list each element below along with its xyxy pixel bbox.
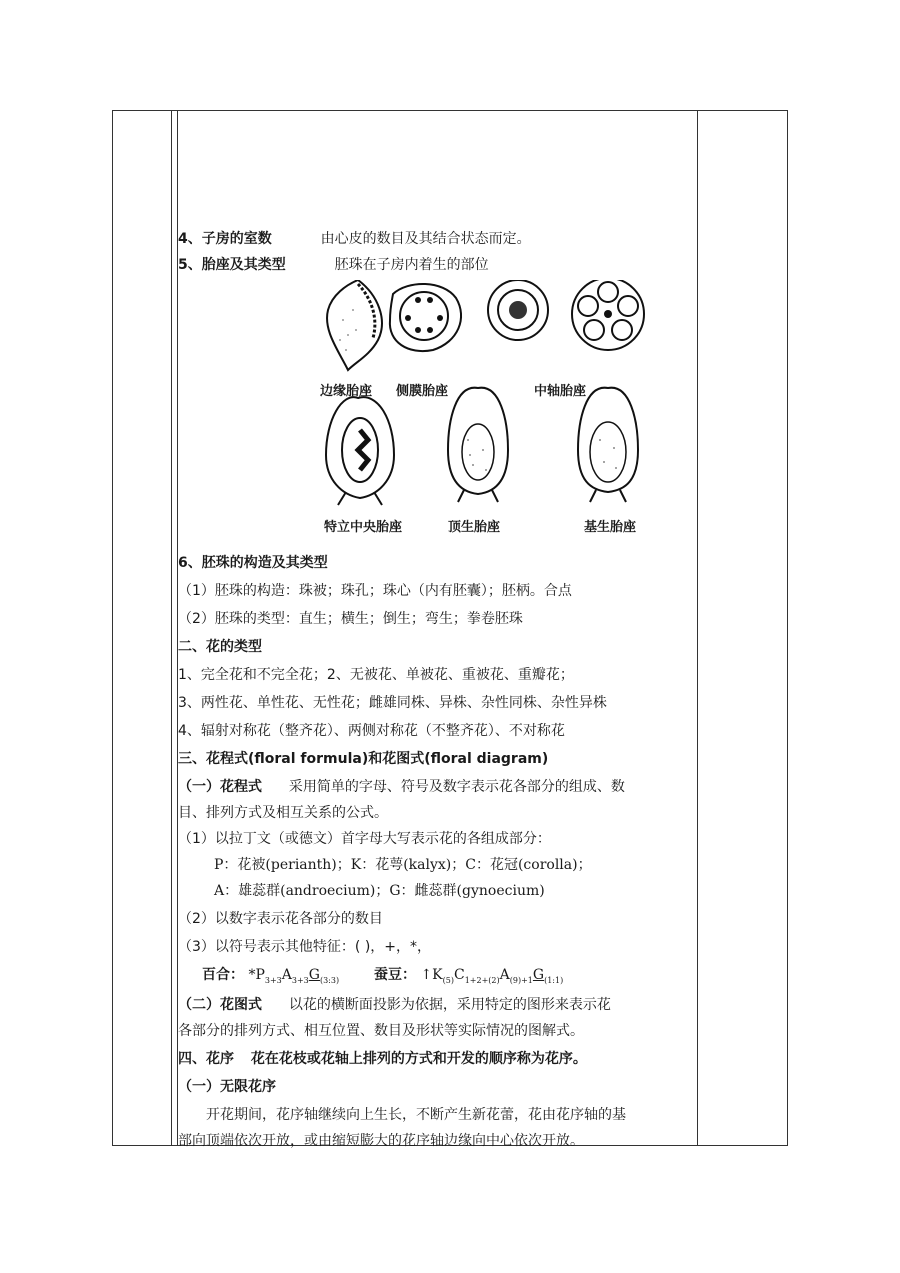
column-divider xyxy=(171,111,172,1145)
part-2-line-1: 1、完全花和不完全花；2、无被花、单被花、重被花、重瓣花； xyxy=(178,667,574,683)
part-4 xyxy=(178,1048,587,1068)
section-6-title: 6、胚珠的构造及其类型 xyxy=(178,555,328,571)
formula-examples xyxy=(202,964,563,985)
basal-placenta-drawing xyxy=(578,388,638,502)
parietal-placenta-drawing xyxy=(390,284,461,351)
apical-placenta-drawing xyxy=(448,388,508,502)
lily-formula: $*P_{3+3}A_{3+3}G_{(3:3)}$ xyxy=(248,967,340,985)
part-4-sub-1-title: （一）无限花序 xyxy=(178,1079,276,1095)
marginal-placenta-drawing xyxy=(327,280,382,370)
floral-diagram-desc-b: 各部分的排列方式、相互位置、数目及形状等实际情况的图解式。 xyxy=(178,1023,584,1039)
part-3-item-1: （1）以拉丁文（或德文）首字母大写表示花的各组成部分： xyxy=(178,831,551,847)
caption-parietal: 侧膜胎座 xyxy=(396,384,449,399)
free-central-placenta-drawing xyxy=(326,397,394,505)
part-4-para-a: 开花期间，花序轴继续向上生长，不断产生新花蕾，花由花序轴的基 xyxy=(206,1107,626,1123)
section-6-line-1: （1）胚珠的构造：珠被；珠孔；珠心（内有胚囊）；胚柄。合点 xyxy=(178,583,572,599)
caption-marginal: 边缘胎座 xyxy=(320,384,373,399)
caption-apical: 顶生胎座 xyxy=(448,520,501,535)
part-4-title-desc: 花在花枝或花轴上排列的方式和开发的顺序称为花序。 xyxy=(250,1051,587,1067)
part-3-item-2: （2）以数字表示花各部分的数目 xyxy=(178,911,383,927)
axile-placenta-drawing-2 xyxy=(572,280,644,350)
lily-label: 百合： xyxy=(202,967,244,983)
part-3-item-3: （3）以符号表示其他特征：( )，+，*， xyxy=(178,939,432,955)
section-5-desc: 胚珠在子房内着生的部位 xyxy=(334,257,489,273)
section-4 xyxy=(178,228,531,248)
part-3-item-1-line-a: P：花被(perianth)；K：花萼(kalyx)；C：花冠(corolla)； xyxy=(214,857,592,873)
part-2-title: 二、花的类型 xyxy=(178,639,262,655)
caption-axile: 中轴胎座 xyxy=(534,384,587,399)
broad-bean-formula: $↑K_{(5)}C_{1+2+(2)}A_{(9)+1}G_{(1:1)}$ xyxy=(420,967,564,985)
part-2-line-3: 4、辐射对称花（整齐花）、两侧对称花（不整齐花）、不对称花 xyxy=(178,723,565,739)
part-3-title: 三、花程式(floral formula)和花图式(floral diagram) xyxy=(178,751,549,767)
floral-formula-heading: （一）花程式 xyxy=(178,779,262,795)
section-5 xyxy=(178,254,489,274)
section-6-line-2: （2）胚珠的类型：直生；横生；倒生；弯生；拳卷胚珠 xyxy=(178,611,523,627)
floral-diagram-heading: （二）花图式 xyxy=(178,997,262,1013)
part-4-title: 四、花序 xyxy=(178,1051,234,1067)
part-4-para-b: 部向顶端依次开放，或由缩短膨大的花序轴边缘向中心依次开放。 xyxy=(178,1133,584,1149)
caption-free-central: 特立中央胎座 xyxy=(324,520,403,535)
placentation-figure xyxy=(318,280,658,532)
part-3-sub-2 xyxy=(178,994,611,1014)
column-divider xyxy=(697,111,698,1145)
section-4-desc: 由心皮的数目及其结合状态而定。 xyxy=(320,231,531,247)
part-3-sub-1 xyxy=(178,776,625,796)
floral-diagram-desc-a: 以花的横断面投影为依据，采用特定的图形来表示花 xyxy=(288,997,611,1013)
section-4-title: 4、子房的室数 xyxy=(178,231,272,247)
axile-placenta-drawing-1 xyxy=(488,280,548,340)
caption-basal: 基生胎座 xyxy=(584,520,637,535)
floral-formula-desc-a: 采用简单的字母、符号及数字表示花各部分的组成、数 xyxy=(288,779,625,795)
floral-formula-desc-b: 目、排列方式及相互关系的公式。 xyxy=(178,805,388,821)
part-3-item-1-line-b: A：雄蕊群(androecium)；G：雌蕊群(gynoecium) xyxy=(214,883,545,899)
section-5-title: 5、胎座及其类型 xyxy=(178,257,286,273)
part-2-line-2: 3、两性花、单性花、无性花；雌雄同株、异株、杂性同株、杂性异株 xyxy=(178,695,607,711)
broad-bean-label: 蚕豆： xyxy=(374,967,416,983)
